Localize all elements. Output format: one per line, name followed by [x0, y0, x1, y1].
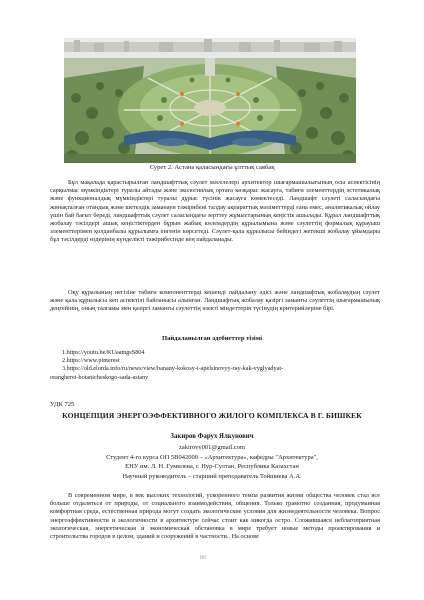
- references-title: Пайдаланылған әдебиеттер тізімі: [161, 335, 263, 342]
- author-info: [0, 443, 424, 481]
- page-number: 80: [200, 555, 206, 561]
- body-paragraph: Бұл мақалада қарастырылған ландшафттық сәулет мәселелері архитектор шығармашылығының осы аспектісінің сарқылмас мүмкіндіктері туралы айтады және экологиялық ортаға көзқарас жасауға, табиғи элементтердің эстетикалық және функционалдық мүмкіндіктері туралы дұрыс түсінік жасауға көмектеседі. Ландшафт сәулеті саласындағы жинақталған отандық және шетелдік заманауи тәжірибені талдау ақпараттық мәліметтерді ғана емес, аналитикалық ойлау үшін бай бағыт береді, ландшафттық сәулет саласындағы зерттеу жұмыстарының кеңістік ашылады. Құрал ландшафттық жобалау тәсілдері ашық кеңістіктерден бұрын жабық көлемдердің құрылымына және сәулеттің формалық құрауыш элементтерімен қолданбалы құрылымға енгенін көрсетеді. Сәулет-қала құрылысы бейіндегі жетекші жобалау ұйымдары бұл тәсілдерді өздерінің күнделікті тәжірибесінде кең пайдаланады.: [50, 179, 380, 244]
- reference-link[interactable]: 1.https://youtu.be/KUaamgsS804: [62, 349, 145, 356]
- reference-link-continuation[interactable]: orangherei-botanicheskogo-sada-astany: [50, 373, 149, 381]
- supervisor: Научный руководитель – старший преподаватель Тойшиева А.А.: [122, 472, 302, 480]
- article-title: КОНЦЕПЦИЯ ЭНЕРГОЭФФЕКТИВНОГО ЖИЛОГО КОМПЛЕКСА В Г. БИШКЕК: [62, 411, 362, 420]
- reference-link[interactable]: 3.https://old.elorda.info/ru/news/view/banany-kokosy-i-apelsinovyy-ray-kak-vyglyadyat-: [62, 365, 284, 373]
- figure-caption: Сурет 2. Астана қаласындағы ұлттық саябақ: [149, 164, 275, 171]
- author-email[interactable]: zakirovv001@gmail.com: [178, 444, 246, 451]
- author-affiliation: ЕНУ им. Л. Н. Гумилева, г. Нур-Султан, Республика Казахстан: [125, 463, 299, 471]
- park-illustration: [64, 38, 356, 163]
- references-list: [50, 349, 382, 382]
- reference-link[interactable]: 2.https://www.pinterest: [62, 357, 120, 365]
- body-paragraph: Оқу құралының негізіне табиғи компоненттерді кешенді пайдалану әдісі және ландшафтық жобалаудың сәулет және қала құрылысы кеп аспектілі байланысы алынған. Ландшафтық жобалау қазіргі заманғы сәулеттің шығармашылық деңгейінің, оның талғамы мен қазіргі заманғы сәулеттің өзекті міндеттерін түсінудің критерийлеріне бірі.: [50, 289, 380, 313]
- body-paragraph: В современном мире, в век высоких технологий, ускоренного темпа развития жизни общества человек стал все больше отдаляться от природы, от социального взаимодействия, общения. Только грамотно созданная, продуманная комфортная среда, естественная природа могут создать экологические условия для жизнедеятельности человека. Вопрос энергоэффективности и экологичности в архитектуре сейчас стоит как никогда остро. Сложившаяся неблагоприятная экологическая, энергетическая и экономическая обстановка в мире требует новые методы проектирования и строительства городов в целом, зданий и сооружений в частности.. На основе: [50, 492, 380, 541]
- udk-code: УДК 725: [50, 401, 75, 408]
- park-aerial-image: [64, 38, 356, 163]
- author-affiliation: Студент 4-го курса ОП 5В042000 – «Архитектура», кафедры "Архитектура",: [106, 453, 318, 461]
- author-name: Закиров Фарух Ялкунович: [170, 433, 254, 440]
